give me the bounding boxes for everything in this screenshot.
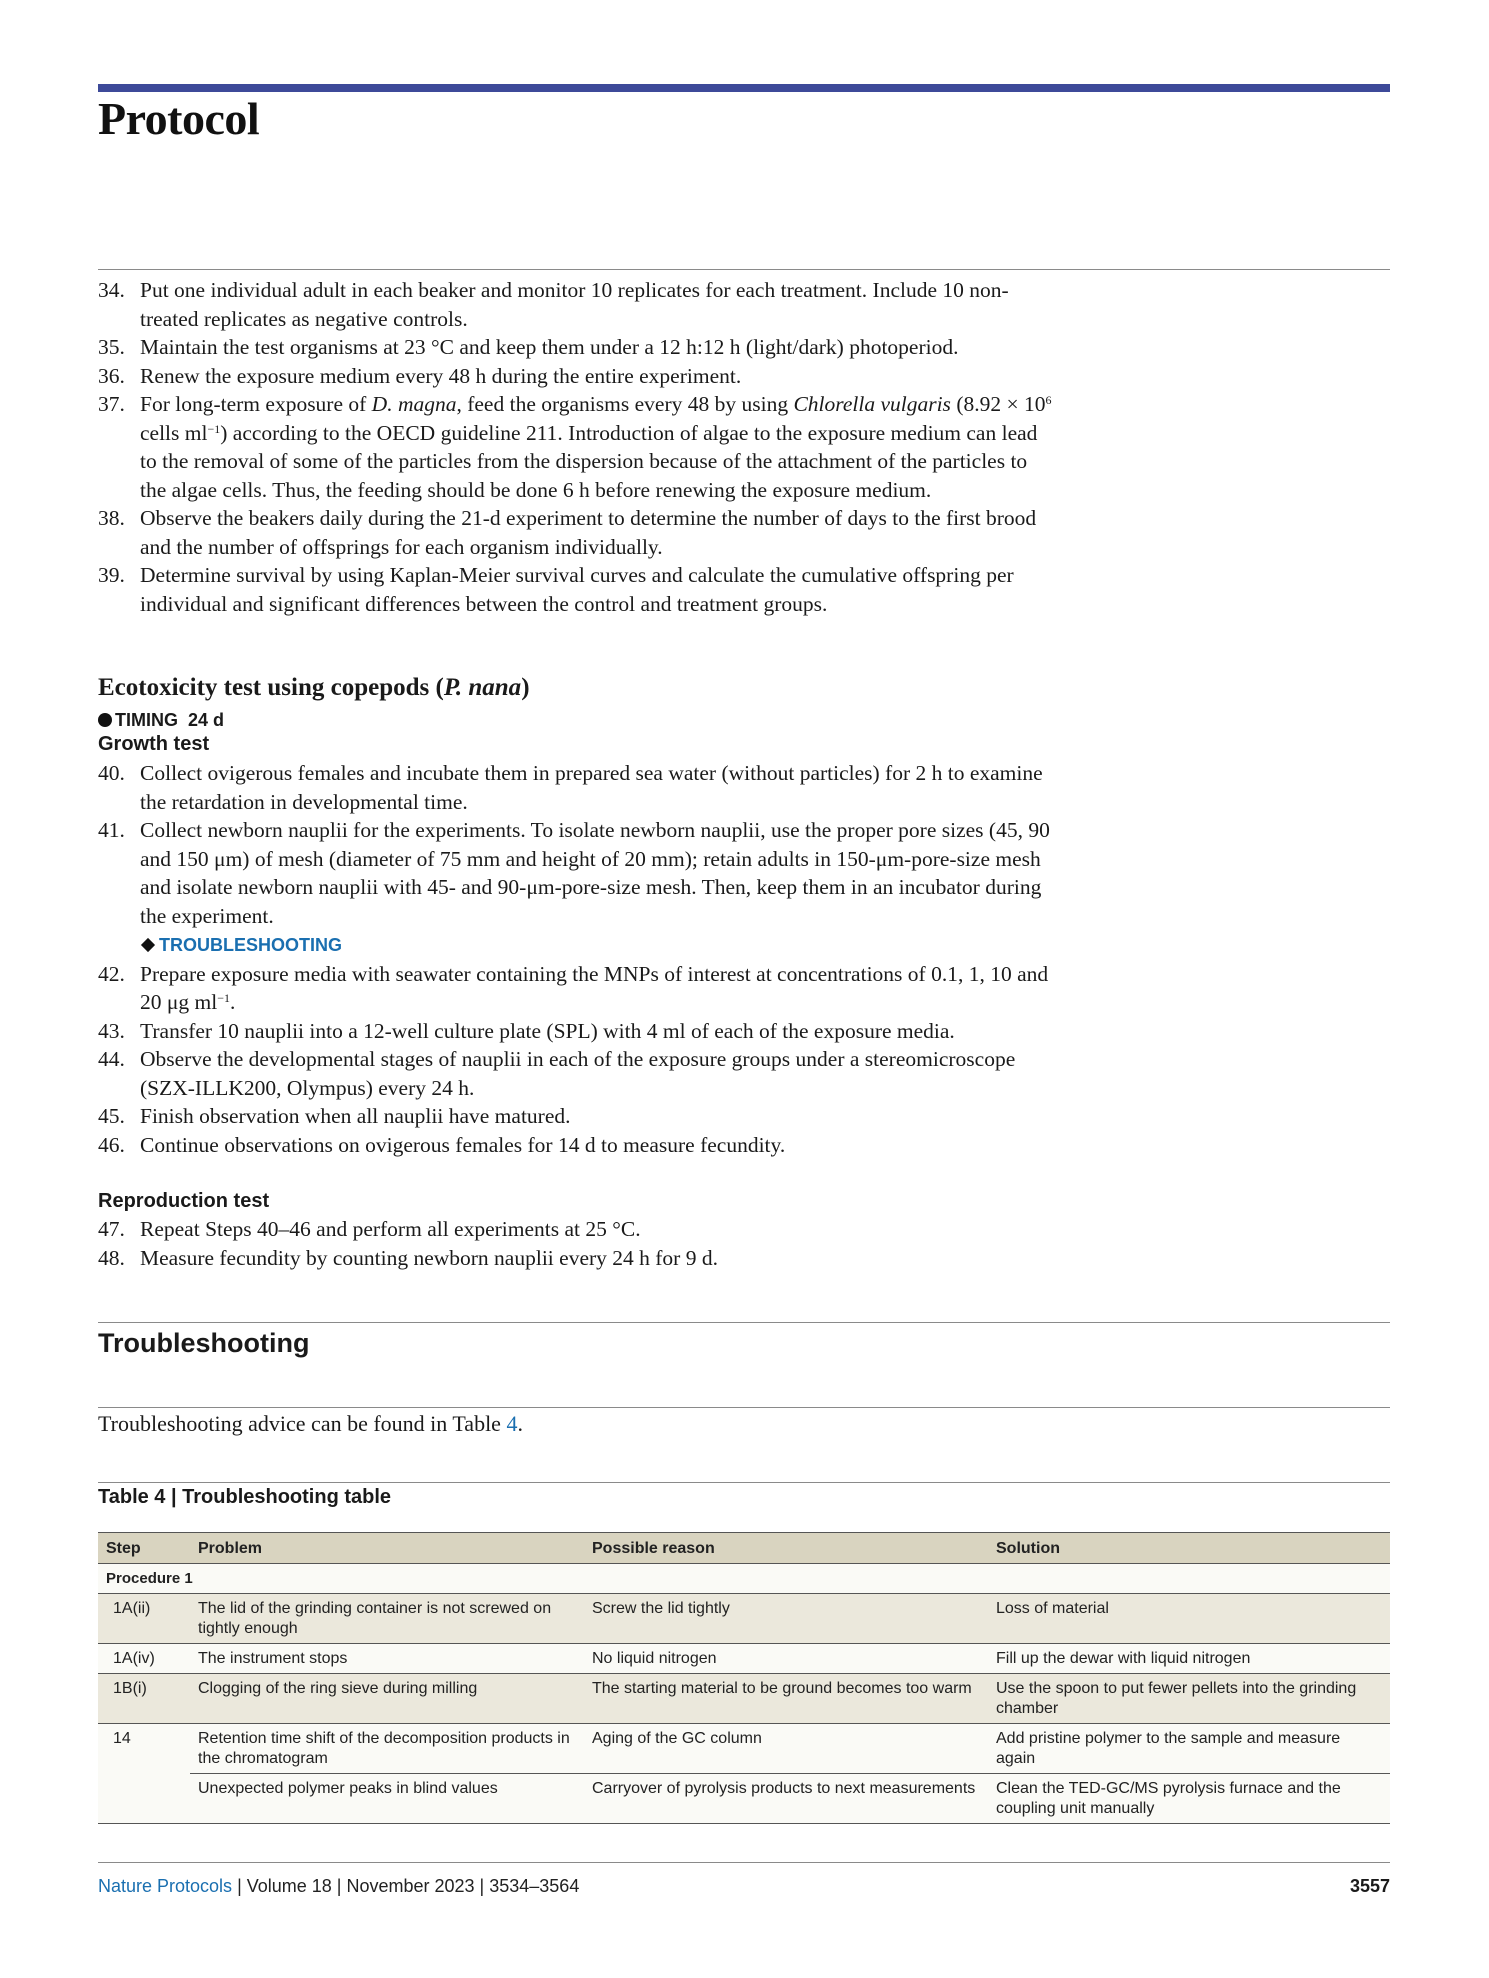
journal-link[interactable]: Nature Protocols <box>98 1876 233 1896</box>
step-item: 41. Collect newborn nauplii for the experiments. To isolate newborn nauplii, use the proper pore sizes (45, 90 and 150 μm) of mesh (diameter of 75 mm and height of 20 mm); retain adults in 150-μm-pore-size mesh and isolate newborn nauplii with 45- and 90-μm-pore-size mesh. Then, keep them in an incubator during the experiment. TROUBLESHOOTING <box>98 818 1050 955</box>
col-header-reason: Possible reason <box>584 1533 988 1564</box>
troubleshooting-heading: Troubleshooting <box>98 1328 310 1358</box>
divider <box>98 1407 1390 1408</box>
table-row: 1A(iv) The instrument stops No liquid nitrogen Fill up the dewar with liquid nitrogen <box>98 1644 1390 1674</box>
growth-test-heading: Growth test <box>98 733 210 755</box>
page-number: 3557 <box>1349 1876 1390 1896</box>
step-item: 37. For long-term exposure of D. magna, feed the organisms every 48 by using Chlorella vulgaris ($8.92 \times 10^6$ cells $ml^{-1}$) according to the OECD guideline 211. Introduction of algae to the exposure medium can lead to the removal of some of the particles from the dispersion because of the attachment of the particles to the algae cells. Thus, the feeding should be done 6 h before renewing the exposure medium. <box>98 392 1052 502</box>
step-item: 47. Repeat Steps 40–46 and perform all experiments at 25 °C. <box>98 1217 641 1241</box>
table-caption: Table 4 | Troubleshooting table <box>98 1486 392 1508</box>
divider <box>98 269 1390 270</box>
table-ref-link[interactable]: 4 <box>506 1411 518 1436</box>
col-header-step: Step <box>98 1533 190 1564</box>
article-type-label: Protocol <box>98 93 260 144</box>
divider <box>98 1482 1390 1483</box>
step-item: 39. Determine survival by using Kaplan-Meier survival curves and calculate the cumulative offspring per individual and significant differences between the control and treatment groups. <box>98 563 1014 616</box>
step-item: 42. Prepare exposure media with seawater containing the MNPs of interest at concentrations of 0.1, 1, 10 and 20 μg $ml^{-1}$. <box>98 961 1049 1014</box>
step-item: 43. Transfer 10 nauplii into a 12-well culture plate (SPL) with 4 ml of each of the exposure media. <box>98 1018 955 1043</box>
col-header-solution: Solution <box>988 1533 1390 1564</box>
step-item: 35. Maintain the test organisms at 23 °C and keep them under a 12 h:12 h (light/dark) photoperiod. <box>98 335 959 359</box>
step-item: 36. Renew the exposure medium every 48 h during the entire experiment. <box>98 363 742 388</box>
step-item: 48. Measure fecundity by counting newborn nauplii every 24 h for 9 d. <box>98 1245 718 1270</box>
steps-daphnia <box>98 276 1058 618</box>
section-heading: Ecotoxicity test using copepods (P. nana) <box>98 674 530 701</box>
table-row: 1A(ii) The lid of the grinding container is not screwed on tightly enough Screw the lid tightly Loss of material <box>98 1594 1390 1644</box>
step-item: 45. Finish observation when all nauplii have matured. <box>98 1104 571 1128</box>
table-row: 14 Retention time shift of the decomposition products in the chromatogram Aging of the GC column Add pristine polymer to the sample and measure again <box>98 1724 1390 1774</box>
step-item: 44. Observe the developmental stages of nauplii in each of the exposure groups under a stereomicroscope (SZX-ILLK200, Olympus) every 24 h. <box>98 1047 1016 1100</box>
divider <box>98 1322 1390 1323</box>
step-item: 38. Observe the beakers daily during the 21-d experiment to determine the number of days to the first brood and the number of offsprings for each organism individually. <box>98 506 1037 559</box>
timing-label: TIMING 24 d <box>98 710 224 731</box>
table-row: 1B(i) Clogging of the ring sieve during milling The starting material to be ground becomes too warm Use the spoon to put fewer pellets into the grinding chamber <box>98 1674 1390 1724</box>
table-group-row: Procedure 1 <box>98 1564 1390 1594</box>
footer-divider <box>98 1862 1390 1863</box>
steps-copepod-growth <box>98 759 1058 1159</box>
step-item: 40. Collect ovigerous females and incubate them in prepared sea water (without particles) for 2 h to examine the retardation in developmental time. <box>98 761 1043 814</box>
table-row: Unexpected polymer peaks in blind values Carryover of pyrolysis products to next measurements Clean the TED-GC/MS pyrolysis furnace and the coupling unit manually <box>98 1774 1390 1824</box>
troubleshooting-advice: Troubleshooting advice can be found in Table 4. <box>98 1411 523 1436</box>
col-header-problem: Problem <box>190 1533 584 1564</box>
step-item: 46. Continue observations on ovigerous females for 14 d to measure fecundity. <box>98 1132 786 1157</box>
table-header-row <box>98 1533 1390 1564</box>
troubleshooting-link[interactable]: TROUBLESHOOTING <box>140 932 342 956</box>
steps-reproduction <box>98 1215 1058 1272</box>
troubleshooting-table <box>98 1532 1390 1824</box>
header-rule <box>98 84 1390 92</box>
reproduction-test-heading: Reproduction test <box>98 1190 270 1212</box>
diamond-icon <box>141 938 155 952</box>
footer-citation: Nature Protocols | Volume 18 | November 2023 | 3534–3564 <box>98 1876 580 1896</box>
step-item: 34. Put one individual adult in each beaker and monitor 10 replicates for each treatment. Include 10 non-treated replicates as negative controls. <box>98 278 1009 331</box>
timing-bullet-icon <box>98 713 112 727</box>
